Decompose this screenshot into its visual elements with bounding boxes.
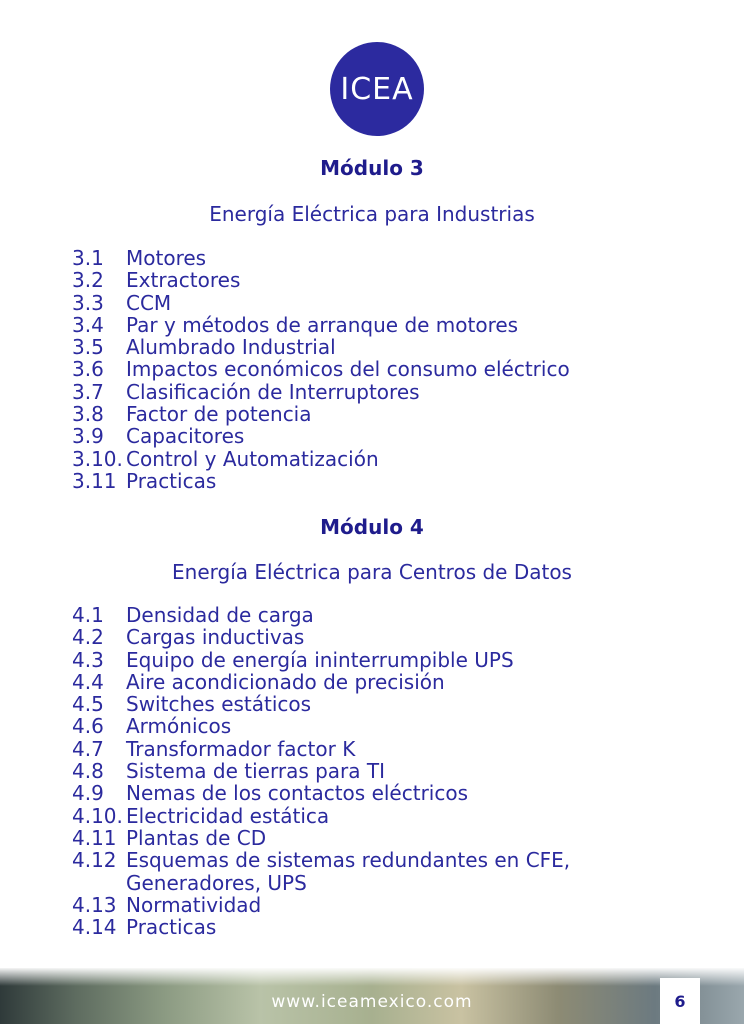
topic-number: 4.7 <box>72 736 104 761</box>
topic-item <box>72 381 570 403</box>
topic-item <box>72 269 570 291</box>
topic-item <box>72 849 570 871</box>
module-4-title: Módulo 4 <box>320 515 424 539</box>
topic-item <box>72 247 570 269</box>
topic-item <box>72 805 570 827</box>
topic-label: Esquemas de sistemas redundantes en CFE, <box>126 848 571 873</box>
topic-label: Motores <box>126 246 207 270</box>
topic-number: 4.3 <box>72 647 104 672</box>
topic-number: 3.11 <box>72 468 117 493</box>
topic-number: 3.10. <box>72 446 123 471</box>
topic-label: Plantas de CD <box>126 825 267 850</box>
topic-item <box>72 649 570 671</box>
topic-item <box>72 715 570 737</box>
module-3-title: Módulo 3 <box>320 156 424 180</box>
website-link[interactable]: www.iceamexico.com <box>271 992 473 1012</box>
topic-item <box>72 470 570 492</box>
topic-number: 3.3 <box>72 290 104 315</box>
topic-item <box>72 671 570 693</box>
topic-number: 4.9 <box>72 781 104 806</box>
topic-label: Sistema de tierras para TI <box>126 759 386 784</box>
topic-item <box>72 894 570 916</box>
topic-number: 4.10. <box>72 803 123 828</box>
topic-item <box>72 782 570 804</box>
topic-label: Generadores, UPS <box>126 870 307 895</box>
topic-number: 3.2 <box>72 268 104 293</box>
topic-number: 4.13 <box>72 892 117 917</box>
topic-label: Nemas de los contactos eléctricos <box>126 781 469 806</box>
topic-number: 3.7 <box>72 379 104 404</box>
topic-item <box>72 314 570 336</box>
topic-label: Cargas inductivas <box>126 625 305 650</box>
topic-item <box>72 916 570 938</box>
topic-number: 3.4 <box>72 312 104 337</box>
topic-label: Electricidad estática <box>126 803 330 828</box>
topic-label: Armónicos <box>126 714 232 739</box>
topic-number: 3.1 <box>72 246 104 270</box>
topic-number: 4.1 <box>72 603 104 627</box>
topic-label: Equipo de energía ininterrumpible UPS <box>126 647 514 672</box>
topic-number: 3.8 <box>72 402 104 427</box>
topic-item <box>72 738 570 760</box>
topic-label: Clasificación de Interruptores <box>126 379 420 404</box>
module-3-topic-list <box>72 247 570 492</box>
topic-label: Impactos económicos del consumo eléctrico <box>126 357 570 382</box>
topic-label: Factor de potencia <box>126 402 312 427</box>
topic-label: Practicas <box>126 468 217 493</box>
topic-number: 3.5 <box>72 335 104 360</box>
topic-item <box>72 403 570 425</box>
topic-item <box>72 425 570 447</box>
topic-label: Aire acondicionado de precisión <box>126 669 445 694</box>
topic-number: 4.8 <box>72 759 104 784</box>
topic-number: 4.4 <box>72 669 104 694</box>
topic-label: Control y Automatización <box>126 446 379 471</box>
module-4-topic-list <box>72 604 570 938</box>
topic-item <box>72 760 570 782</box>
topic-number: 4.12 <box>72 848 117 873</box>
topic-item <box>72 693 570 715</box>
topic-label: Switches estáticos <box>126 692 312 717</box>
topic-number: 3.9 <box>72 424 104 449</box>
topic-label: Par y métodos de arranque de motores <box>126 312 519 337</box>
logo-text: ICEA <box>340 71 414 107</box>
topic-label: CCM <box>126 290 172 315</box>
topic-label: Densidad de carga <box>126 603 314 627</box>
icea-logo <box>330 42 424 136</box>
topic-number: 4.5 <box>72 692 104 717</box>
topic-number: 4.6 <box>72 714 104 739</box>
topic-item <box>72 336 570 358</box>
topic-item <box>72 827 570 849</box>
topic-item <box>72 358 570 380</box>
topic-item <box>72 604 570 626</box>
topic-item <box>72 626 570 648</box>
topic-label: Alumbrado Industrial <box>126 335 336 360</box>
topic-number: 3.6 <box>72 357 104 382</box>
topic-label: Extractores <box>126 268 241 293</box>
topic-label: Capacitores <box>126 424 245 449</box>
footer-fade <box>0 968 744 986</box>
topic-number: 4.11 <box>72 825 117 850</box>
topic-item <box>72 448 570 470</box>
topic-number: 4.2 <box>72 625 104 650</box>
module-3-subtitle: Energía Eléctrica para Industrias <box>209 202 535 226</box>
topic-number: 4.14 <box>72 915 117 940</box>
topic-item <box>72 292 570 314</box>
topic-label: Normatividad <box>126 892 262 917</box>
topic-label: Practicas <box>126 915 217 940</box>
topic-label: Transformador factor K <box>126 736 356 761</box>
topic-item <box>72 872 570 894</box>
page-number: 6 <box>660 978 700 1024</box>
module-4-subtitle: Energía Eléctrica para Centros de Datos <box>172 560 572 584</box>
